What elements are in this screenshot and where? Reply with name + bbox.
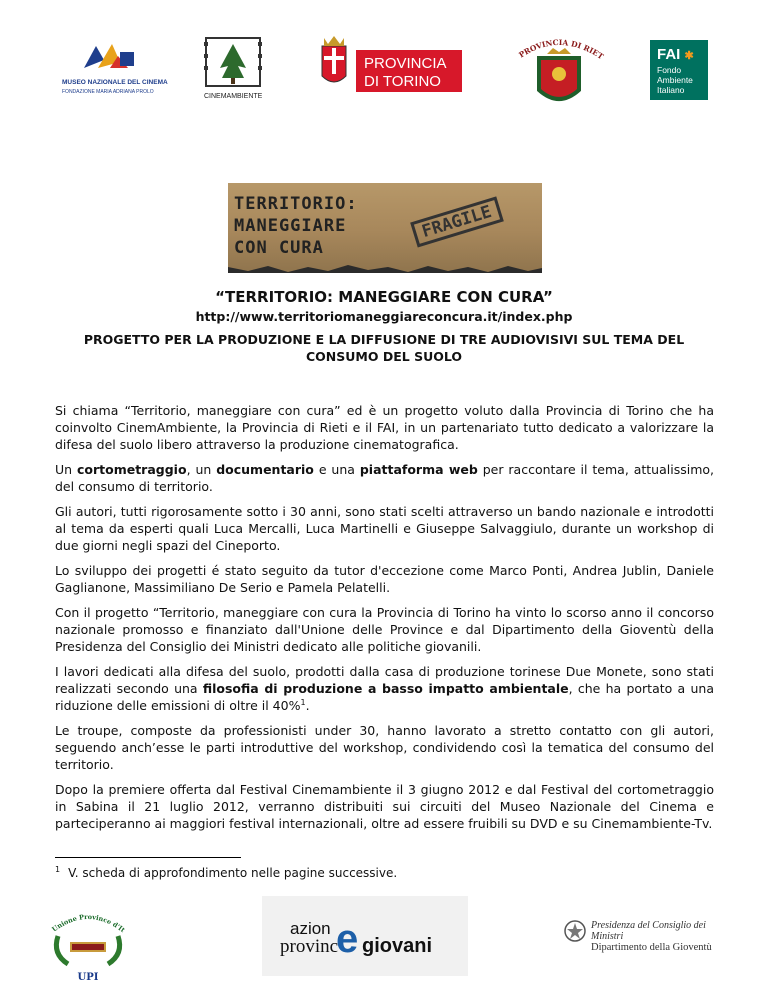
banner-line1: TERRITORIO:: [234, 194, 358, 214]
project-subtitle: PROGETTO PER LA PRODUZIONE E LA DIFFUSIONE DI TRE AUDIOVISIVI SUL TEMA DEL CONSUMO DEL SUOLO: [83, 332, 685, 364]
highlight-filosofia: filosofia di produzione a basso impatto ambientale: [202, 681, 569, 696]
paragraph-troupe: Le troupe, composte da professionisti under 30, hanno lavorato a stretto contatto con gli autori, seguendo anch’esse le parti introduttive del workshop, condividendo così la tematica del consumo del territorio.: [55, 723, 714, 772]
paragraph-intro: Si chiama “Territorio, maneggiare con cura” ed è un progetto voluto dalla Provincia di Torino che ha coinvolto CinemAmbiente, la Provincia di Rieti e il FAI, in un partenariato tutto dedicato a valorizzare la difesa del suolo libero attraverso la produzione cinematografica.: [55, 403, 714, 452]
footnote-number: 1: [55, 865, 61, 874]
provincia-rieti-logo: [513, 30, 605, 110]
azione-word3: giovani: [362, 935, 433, 957]
highlight-cortometraggio: cortometraggio: [76, 462, 187, 477]
footnote-text: V. scheda di approfondimento nelle pagine successive.: [68, 866, 398, 880]
paragraph-tutors: Lo sviluppo dei progetti é stato seguito da tutor d'eccezione come Marco Ponti, Andrea Jublin, Daniele Gaglianone, Massimiliano De Serio e Pamela Pelatelli.: [55, 563, 714, 595]
fai-line1: Fondo: [657, 65, 682, 75]
svg-text:Unione Province d'Italia: [48, 906, 126, 934]
highlight-piattaforma-web: piattaforma web: [359, 462, 478, 477]
footnote: [55, 866, 397, 880]
upi-logo: [48, 906, 128, 986]
project-banner: [228, 183, 542, 273]
project-url[interactable]: http://www.territoriomaneggiareconcura.it/index.php: [195, 309, 573, 324]
azione-e: e: [336, 917, 359, 961]
provincia-line2: DI TORINO: [364, 73, 441, 90]
fai-line2: Ambiente: [657, 75, 693, 85]
provincia-line1: PROVINCIA: [364, 55, 447, 72]
rieti-label: PROVINCIA DI RIET: [517, 37, 605, 62]
footnote-ref[interactable]: 1: [300, 697, 306, 707]
museo-nazionale-cinema-logo: [54, 38, 184, 100]
body-text: [55, 402, 714, 840]
fragile-stamp: FRAGILE: [410, 196, 503, 247]
banner-line3: CON CURA: [234, 238, 324, 258]
paragraph-contest: Con il progetto “Territorio, maneggiare con cura la Provincia di Torino ha vinto lo scorso anno il concorso nazionale promosso e finanziato dall'Unione delle Province e dal Dipartimento della Gioventù della Presidenza del Consiglio dei Ministri dedicato alle politiche giovanili.: [55, 605, 714, 654]
paragraph-authors: Gli autori, tutti rigorosamente sotto i 30 anni, sono stati scelti attraverso un bando nazionale e introdotti al tema da esperti quali Luca Mercalli, Luca Martinelli e Giuseppe Salvaggiulo, durante un workshop di due giorni negli spazi del Cineporto.: [55, 504, 714, 553]
azione-word2: provinc: [280, 936, 339, 957]
museo-line2: FONDAZIONE MARIA ADRIANA PROLO: [62, 89, 154, 95]
banner-line2: MANEGGIARE: [234, 216, 347, 236]
fai-logo: [650, 40, 708, 100]
paragraph-formats: Un cortometraggio, un documentario e una piattaforma web per raccontare il tema, attualissimo, del consumo di territorio.: [55, 462, 714, 494]
upi-bottom-label: UPI: [77, 972, 99, 983]
paragraph-production: I lavori dedicati alla difesa del suolo, prodotti dalla casa di produzione torinese Due Monete, sono stati realizzati secondo una filosofia di produzione a basso impatto ambientale, che ha portato a una riduzione delle emissioni di oltre il 40%$^1$.: [55, 664, 714, 713]
paragraph-distribution: Dopo la premiere offerta dal Festival Cinemambiente il 3 giugno 2012 e dal Festival del cortometraggio in Sabina il 21 luglio 2012, verranno distribuiti sui circuiti del Museo Nazionale del Cinema e parteciperanno ai maggiori festival internazionali, oltre ad essere fruibili su DVD e su Cinemambiente-Tv.: [55, 782, 714, 831]
provincia-torino-logo: [312, 32, 464, 96]
presidenza-line2: Dipartimento della Gioventù: [591, 942, 712, 953]
upi-top-label: Unione Province d'It: [50, 912, 127, 935]
page-title: “TERRITORIO: MANEGGIARE CON CURA”: [215, 288, 553, 306]
footnote-divider: [55, 857, 241, 858]
fai-star-icon: ✱: [684, 50, 694, 62]
fai-name: FAI: [657, 46, 681, 63]
presidenza-line1: Presidenza del Consiglio dei Ministri: [591, 920, 706, 942]
cinemambiente-logo: [200, 34, 266, 104]
azione-word1: azion: [290, 919, 331, 938]
fai-line3: Italiano: [657, 85, 685, 95]
presidenza-consiglio-logo: [563, 918, 713, 954]
torn-edge: [228, 263, 542, 273]
museo-line1: MUSEO NAZIONALE DEL CINEMA: [62, 79, 168, 86]
highlight-documentario: documentario: [216, 462, 314, 477]
cinemambiente-label: CINEMAMBIENTE: [204, 93, 263, 100]
azione-province-giovani-logo: [262, 896, 468, 976]
emblem-icon: [563, 918, 587, 948]
